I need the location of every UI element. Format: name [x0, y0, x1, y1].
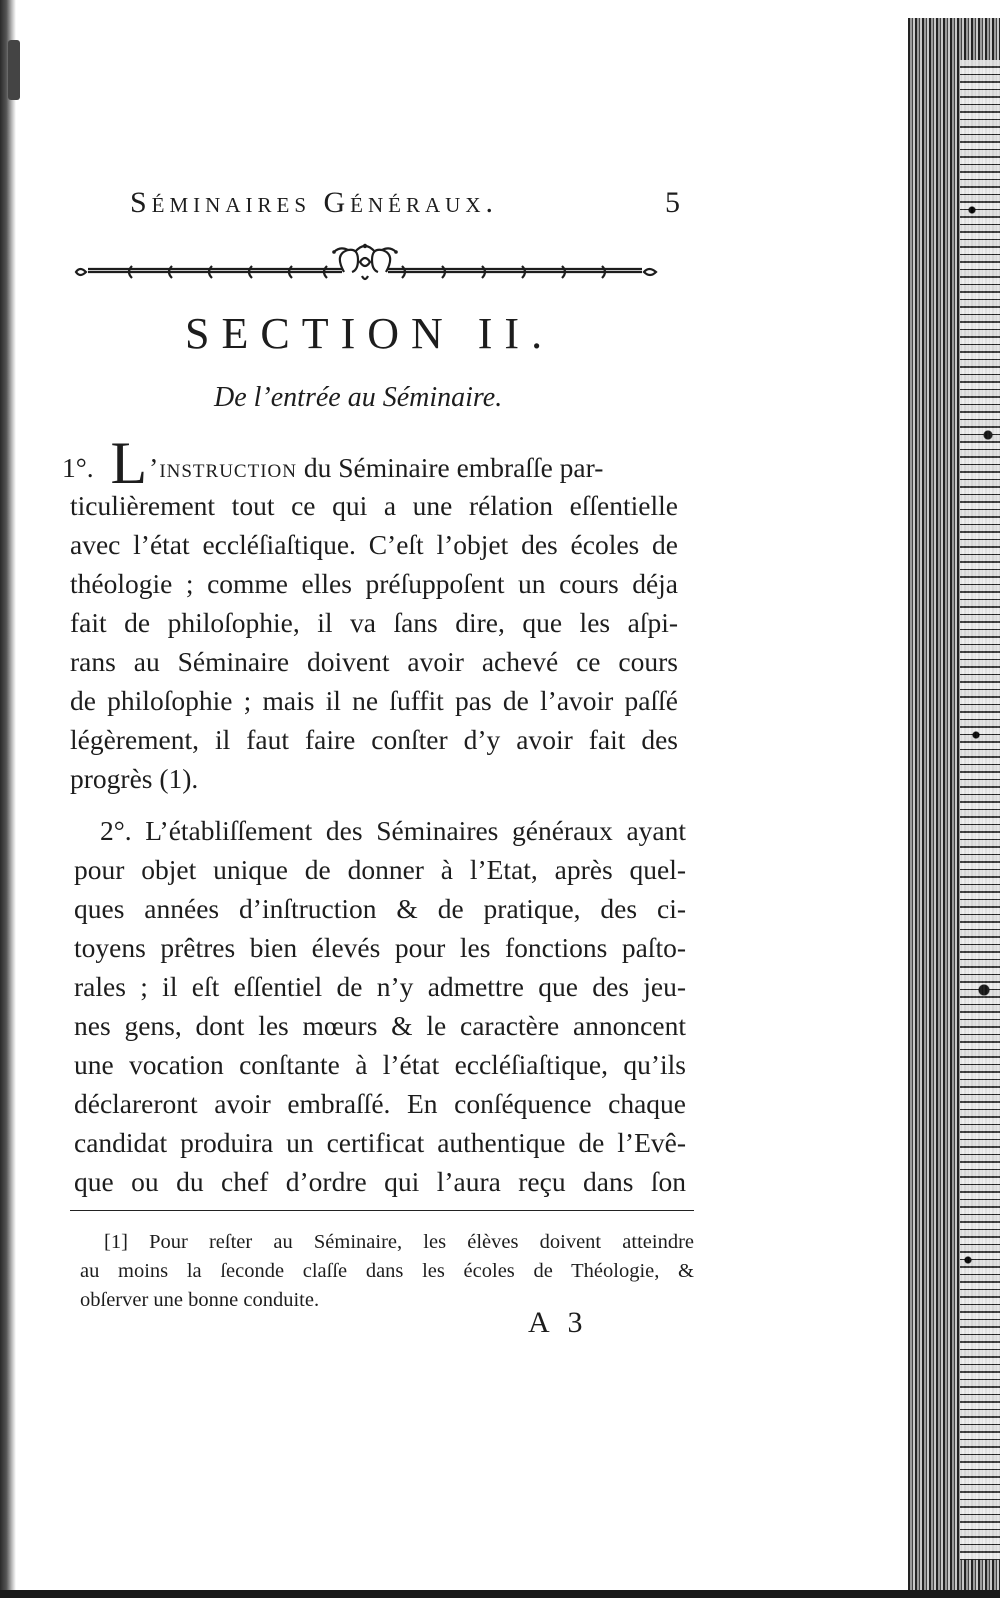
paragraph-1-number: 1°. [62, 452, 94, 483]
text-line: nes gens, dont les mœurs & le caractère annoncent [74, 1010, 686, 1041]
text-line: rans au Séminaire doivent avoir achevé ce cours [70, 646, 678, 677]
text-line: progrès (1). [70, 763, 199, 794]
text-line: pour objet unique de donner à l’Etat, après quel- [74, 854, 686, 885]
fore-edge-top-gap [900, 0, 1000, 18]
page-number: 5 [665, 186, 680, 219]
text-line: de philoſophie ; mais il ne ſuffit pas de l’avoir paſſé [70, 685, 678, 716]
text-line: que ou du chef d’ordre qui l’aura reçu dans ſon [74, 1166, 686, 1197]
paragraph-1-first-line-rest: du Séminaire embraſſe par- [303, 452, 604, 483]
text-line: ques années d’inſtruction & de pratique, des ci- [74, 893, 686, 924]
section-title: SECTION II. [185, 309, 555, 358]
text-line: déclareront avoir embraſſé. En conſéquence chaque [74, 1088, 686, 1119]
paragraph-1-lead-word: ’instruction [149, 452, 297, 483]
ornament-band [72, 242, 662, 284]
text-line: fait de philoſophie, il va ſans dire, que les aſpi- [70, 607, 678, 638]
binding-mark [8, 40, 20, 100]
paragraph-1-first-line [62, 430, 678, 496]
text-line: avec l’état eccléſiaſtique. C’eſt l’objet des écoles de [70, 529, 678, 560]
signature-mark: A 3 [528, 1306, 589, 1339]
page-bottom-edge [0, 1590, 1000, 1598]
footnote-line: obſerver une bonne conduite. [80, 1289, 320, 1311]
drop-cap: L [110, 430, 148, 496]
text-line: ticulièrement tout ce qui a une rélation eſſentielle [70, 490, 678, 521]
fore-edge-texture [960, 60, 1000, 1560]
text-line: légèrement, il faut faire conſter d’y avoir fait des [70, 724, 678, 755]
paragraph-2-first-line: 2°. L’établiſſement des Séminaires généraux ayant [100, 815, 686, 846]
text-line: théologie ; comme elles préſuppoſent un cours déja [70, 568, 678, 599]
running-head-title: Séminaires Généraux. [130, 186, 499, 219]
footnote-line: au moins la ſeconde claſſe dans les écoles de Théologie, & [80, 1260, 694, 1282]
text-line: toyens prêtres bien élevés pour les fonctions paſto- [74, 932, 686, 963]
text-line: une vocation conſtante à l’état eccléſiaſtique, qu’ils [74, 1049, 686, 1080]
section-subtitle: De l’entrée au Séminaire. [214, 382, 503, 413]
text-line: candidat produira un certificat authentique de l’Evê- [74, 1127, 686, 1158]
footnote-line: [1] Pour reſter au Séminaire, les élèves doivent atteindre [104, 1231, 694, 1253]
text-line: rales ; il eſt eſſentiel de n’y admettre que des jeu- [74, 971, 686, 1002]
page-left-edge [0, 0, 16, 1598]
running-head [130, 186, 690, 226]
footnote-rule [70, 1210, 694, 1211]
